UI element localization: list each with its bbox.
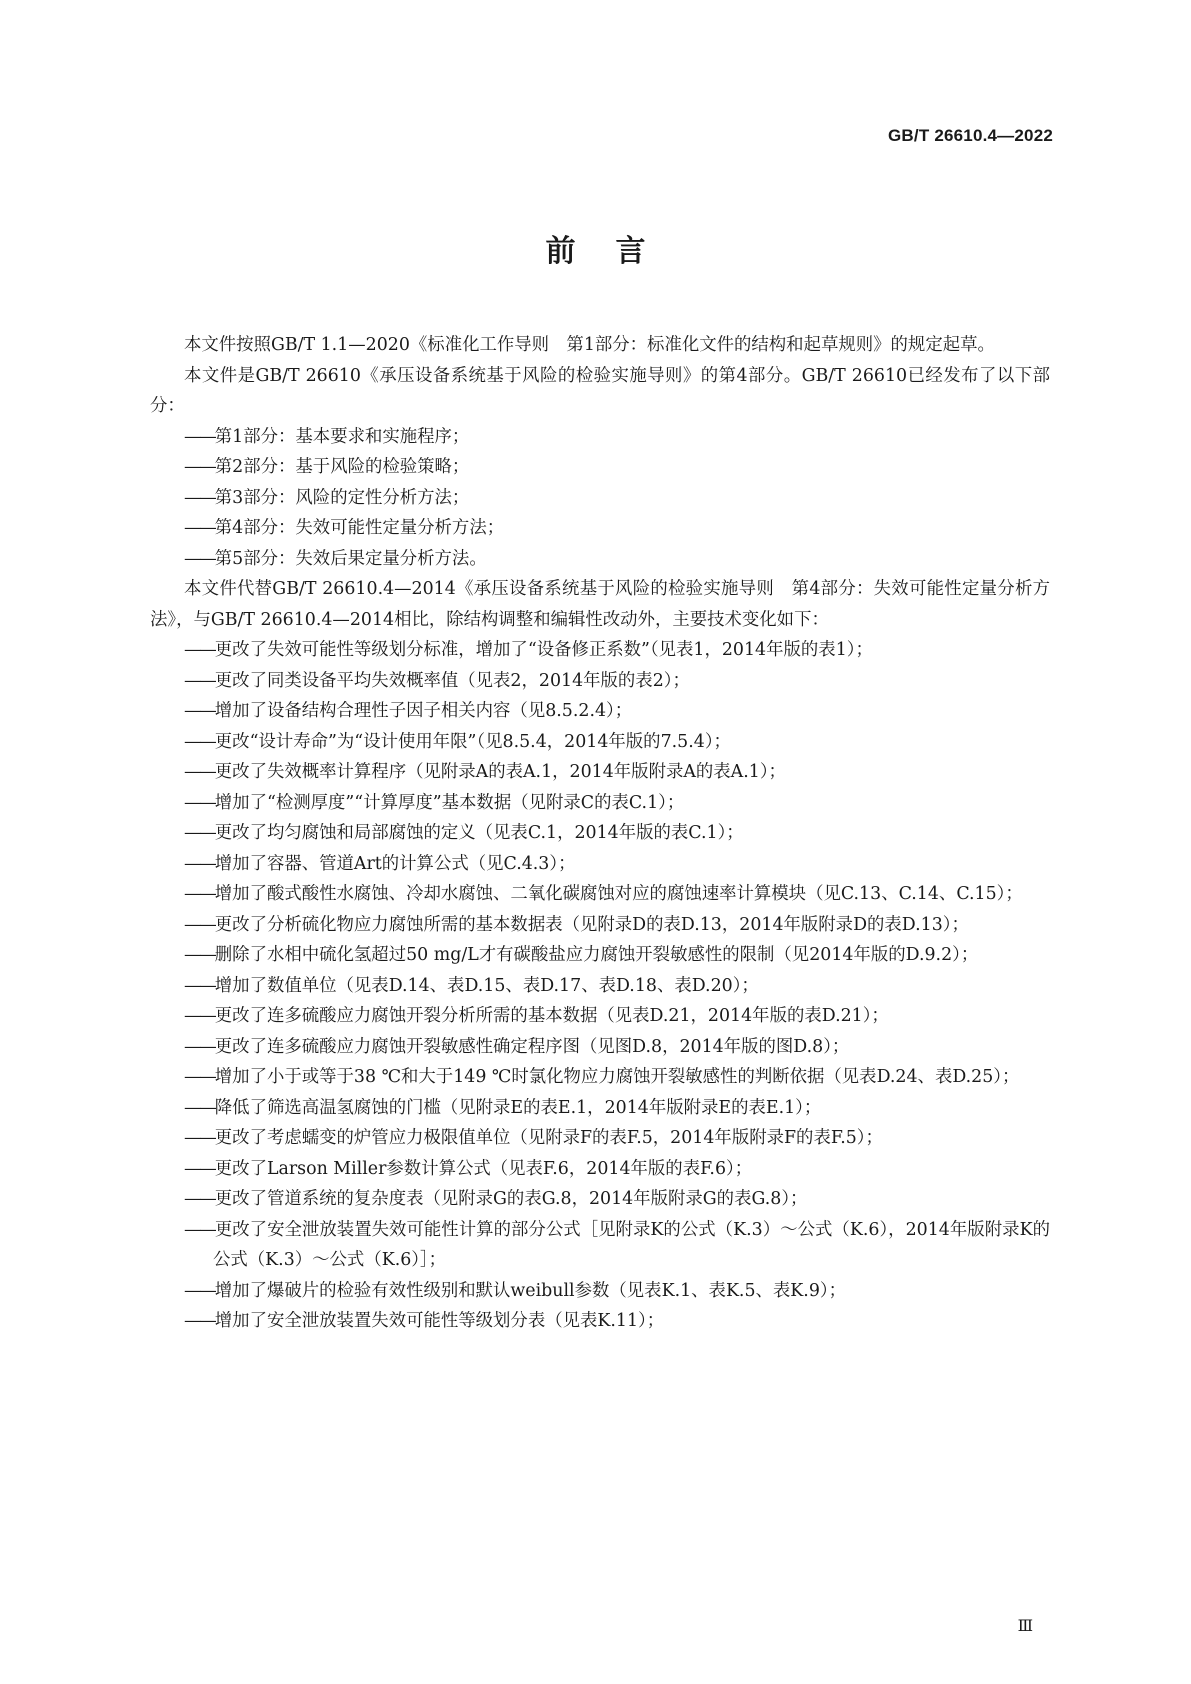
- dash-marker: ——: [184, 487, 215, 508]
- list-item: [150, 757, 1050, 788]
- list-item: [150, 1001, 1050, 1032]
- dash-marker: ——: [184, 1158, 215, 1179]
- list-item: [150, 666, 1050, 697]
- dash-marker: ——: [184, 548, 215, 569]
- dash-marker: ——: [184, 457, 215, 477]
- list-item: [150, 879, 1050, 910]
- list-item-text: 第3部分：风险的定性分析方法；: [214, 487, 470, 508]
- list-item-text: 增加了安全泄放装置失效可能性等级划分表（见表K.11）；: [214, 1311, 665, 1331]
- list-item: [150, 1123, 1050, 1154]
- list-item-text: 增加了酸式酸性水腐蚀、冷却水腐蚀、二氧化碳腐蚀对应的腐蚀速率计算模块（见C.13、C.14、C.15）；: [214, 884, 1023, 904]
- list-item: [150, 788, 1050, 819]
- list-item-text: 第2部分：基于风险的检验策略；: [214, 457, 470, 477]
- series-paragraph: 本文件是GB/T 26610《承压设备系统基于风险的检验实施导则》的第4部分。GB/T 26610已经发布了以下部分：: [150, 365, 1050, 416]
- list-item: [150, 849, 1050, 880]
- dash-marker: ——: [184, 1006, 215, 1026]
- dash-marker: ——: [184, 945, 215, 965]
- dash-marker: ——: [184, 1128, 215, 1148]
- dash-marker: ——: [184, 731, 215, 752]
- dash-marker: ——: [184, 823, 215, 843]
- list-item-text: 第5部分：失效后果定量分析方法。: [214, 548, 487, 569]
- list-item-text: 删除了水相中硫化氢超过50 mg/L才有碳酸盐应力腐蚀开裂敏感性的限制（见2014年版的D.9.2）；: [214, 945, 979, 965]
- changes-list: [150, 635, 1050, 1337]
- dash-marker: ——: [184, 1189, 215, 1209]
- list-item-text: 更改了管道系统的复杂度表（见附录G的表G.8，2014年版附录G的表G.8）；: [214, 1189, 808, 1209]
- list-item-text: 降低了筛选高温氢腐蚀的门槛（见附录E的表E.1，2014年版附录E的表E.1）；: [214, 1097, 822, 1118]
- list-item: [150, 635, 1050, 666]
- list-item-text: 增加了“检测厚度”“计算厚度”基本数据（见附录C的表C.1）；: [214, 792, 685, 813]
- dash-marker: ——: [184, 884, 215, 904]
- page-title: 前言: [545, 234, 686, 269]
- dash-marker: ——: [184, 640, 215, 660]
- dash-marker: ——: [184, 762, 215, 782]
- list-item: [150, 727, 1050, 758]
- list-item: [150, 452, 1050, 483]
- dash-marker: ——: [184, 1067, 215, 1087]
- list-item: [150, 940, 1050, 971]
- dash-marker: ——: [184, 518, 215, 538]
- list-item: [150, 1276, 1050, 1307]
- list-item-text: 更改了同类设备平均失效概率值（见表2，2014年版的表2）；: [214, 670, 690, 691]
- list-item-text: 更改了Larson Miller参数计算公式（见表F.6，2014年版的表F.6）；: [214, 1158, 753, 1179]
- dash-marker: ——: [184, 853, 215, 874]
- dash-marker: ——: [184, 792, 215, 813]
- list-item: [150, 1154, 1050, 1185]
- list-item-text: 增加了爆破片的检验有效性级别和默认weibull参数（见表K.1、表K.5、表K.9）；: [214, 1280, 846, 1301]
- list-item-text: 更改了连多硫酸应力腐蚀开裂敏感性确定程序图（见图D.8，2014年版的图D.8）；: [214, 1036, 850, 1057]
- list-item: [150, 422, 1050, 453]
- list-item: [150, 818, 1050, 849]
- list-item-text: 增加了数值单位（见表D.14、表D.15、表D.17、表D.18、表D.20）；: [214, 975, 759, 996]
- replacement-paragraph: 本文件代替GB/T 26610.4—2014《承压设备系统基于风险的检验实施导则 第4部分：失效可能性定量分析方法》，与GB/T 26610.4—2014相比，除结构调整和编辑性改动外，主要技术变化如下：: [150, 579, 1050, 630]
- dash-marker: ——: [184, 975, 215, 996]
- list-item-text: 更改了连多硫酸应力腐蚀开裂分析所需的基本数据（见表D.21，2014年版的表D.21）；: [214, 1006, 889, 1026]
- list-item-text: 更改了均匀腐蚀和局部腐蚀的定义（见表C.1，2014年版的表C.1）；: [214, 823, 744, 843]
- list-item: [150, 544, 1050, 575]
- list-item-text: 增加了设备结构合理性子因子相关内容（见8.5.2.4）；: [214, 701, 633, 721]
- list-item: [150, 1184, 1050, 1215]
- document-body: [150, 330, 1050, 1337]
- list-item: [150, 910, 1050, 941]
- list-item-text: 更改“设计寿命”为“设计使用年限”（见8.5.4，2014年版的7.5.4）；: [214, 731, 731, 752]
- list-item-text: 第4部分：失效可能性定量分析方法；: [214, 518, 505, 538]
- list-item: [150, 1306, 1050, 1337]
- dash-marker: ——: [184, 1311, 215, 1331]
- list-item: [150, 696, 1050, 727]
- dash-marker: ——: [184, 1280, 215, 1301]
- list-item: [150, 1215, 1050, 1276]
- dash-marker: ——: [184, 914, 215, 935]
- standard-code: GB/T 26610.4—2022: [888, 126, 1053, 145]
- list-item-text: 更改了失效概率计算程序（见附录A的表A.1，2014年版附录A的表A.1）；: [214, 762, 786, 782]
- dash-marker: ——: [184, 701, 215, 721]
- dash-marker: ——: [184, 1097, 215, 1118]
- page-number: Ⅲ: [1017, 1616, 1033, 1635]
- list-item-text: 更改了考虑蠕变的炉管应力极限值单位（见附录F的表F.5，2014年版附录F的表F.5）；: [214, 1128, 883, 1148]
- list-item: [150, 1093, 1050, 1124]
- parts-list: [150, 422, 1050, 575]
- list-item-text: 第1部分：基本要求和实施程序；: [214, 426, 470, 447]
- list-item: [150, 483, 1050, 514]
- dash-marker: ——: [184, 426, 215, 447]
- list-item-text: 增加了小于或等于38 ℃和大于149 ℃时氯化物应力腐蚀开裂敏感性的判断依据（见表D.24、表D.25）；: [214, 1067, 1020, 1087]
- dash-marker: ——: [184, 1219, 215, 1240]
- list-item-text: 增加了容器、管道Art的计算公式（见C.4.3）；: [214, 853, 576, 874]
- list-item-text: 更改了失效可能性等级划分标准，增加了“设备修正系数”（见表1，2014年版的表1）；: [214, 640, 873, 660]
- intro-paragraph: 本文件按照GB/T 1.1—2020《标准化工作导则 第1部分：标准化文件的结构和起草规则》的规定起草。: [184, 335, 995, 355]
- list-item: [150, 1062, 1050, 1093]
- list-item: [150, 971, 1050, 1002]
- list-item-text: 更改了安全泄放装置失效可能性计算的部分公式［见附录K的公式（K.3）～公式（K.6），2014年版附录K的公式（K.3）～公式（K.6）］；: [213, 1219, 1050, 1270]
- dash-marker: ——: [184, 670, 215, 691]
- list-item: [150, 513, 1050, 544]
- list-item: [150, 1032, 1050, 1063]
- list-item-text: 更改了分析硫化物应力腐蚀所需的基本数据表（见附录D的表D.13，2014年版附录D的表D.13）；: [214, 914, 969, 935]
- dash-marker: ——: [184, 1036, 215, 1057]
